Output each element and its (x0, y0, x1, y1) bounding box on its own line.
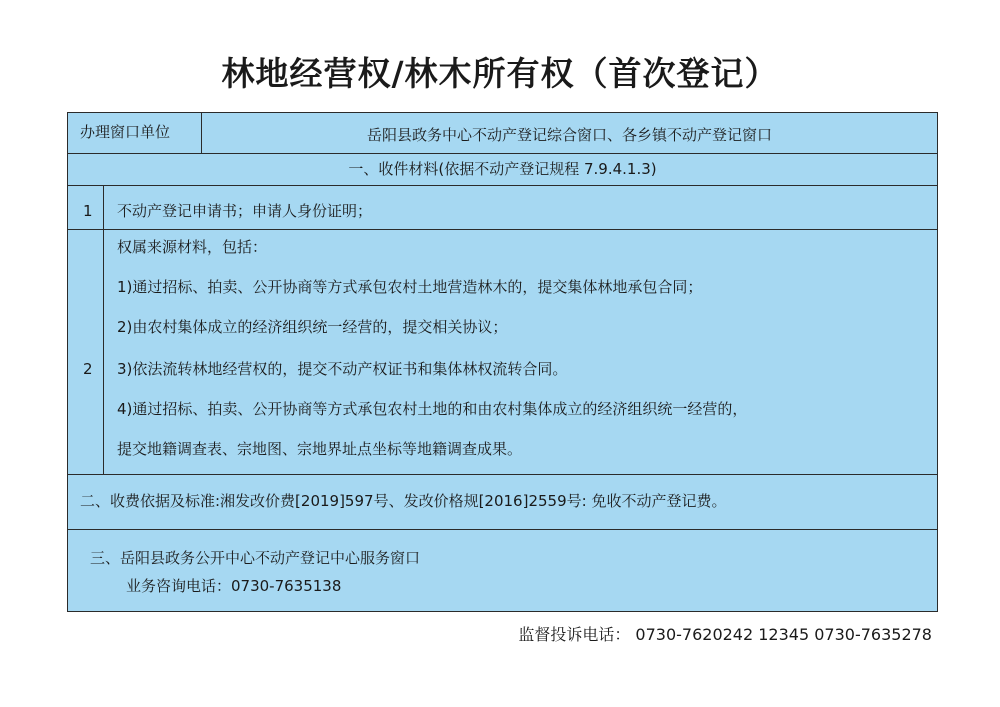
row-line: 权属来源材料，包括： (117, 238, 268, 256)
fee-info: 二、收费依据及标准:湘发改价费[2019]597号、发改价格规[2016]2559号: 免收不动产登记费。 (80, 492, 727, 510)
row-divider (68, 185, 937, 186)
row-text: 不动产登记申请书；申请人身份证明； (117, 202, 373, 220)
row-line: 提交地籍调查表、宗地图、宗地界址点坐标等地籍调查成果。 (117, 440, 523, 458)
service-phone: 业务咨询电话：0730-7635138 (126, 577, 342, 595)
info-table (67, 112, 938, 612)
window-value: 岳阳县政务中心不动产登记综合窗口、各乡镇不动产登记窗口 (366, 126, 772, 144)
service-window-title: 三、岳阳县政务公开中心不动产登记中心服务窗口 (90, 549, 421, 567)
row-divider (68, 529, 937, 530)
page-title: 林地经营权/林木所有权（首次登记） (221, 54, 779, 93)
row-line: 4)通过招标、拍卖、公开协商等方式承包农村土地的和由农村集体成立的经济组织统一经营的， (117, 400, 748, 418)
row-divider (68, 153, 937, 154)
row-number: 1 (83, 202, 93, 220)
row-line: 2)由农村集体成立的经济组织统一经营的，提交相关协议； (117, 318, 508, 336)
row-line: 3)依法流转林地经营权的，提交不动产权证书和集体林权流转合同。 (117, 360, 568, 378)
row-line: 1)通过招标、拍卖、公开协商等方式承包农村土地营造林木的，提交集体林地承包合同； (117, 278, 703, 296)
section1-header: 一、收件材料(依据不动产登记规程 7.9.4.1.3) (348, 160, 657, 178)
row-divider (68, 229, 937, 230)
row-divider (68, 474, 937, 475)
row-number: 2 (83, 360, 93, 378)
window-label: 办理窗口单位 (80, 123, 171, 141)
complaint-phone: 监督投诉电话： 0730-7620242 12345 0730-7635278 (518, 625, 932, 644)
